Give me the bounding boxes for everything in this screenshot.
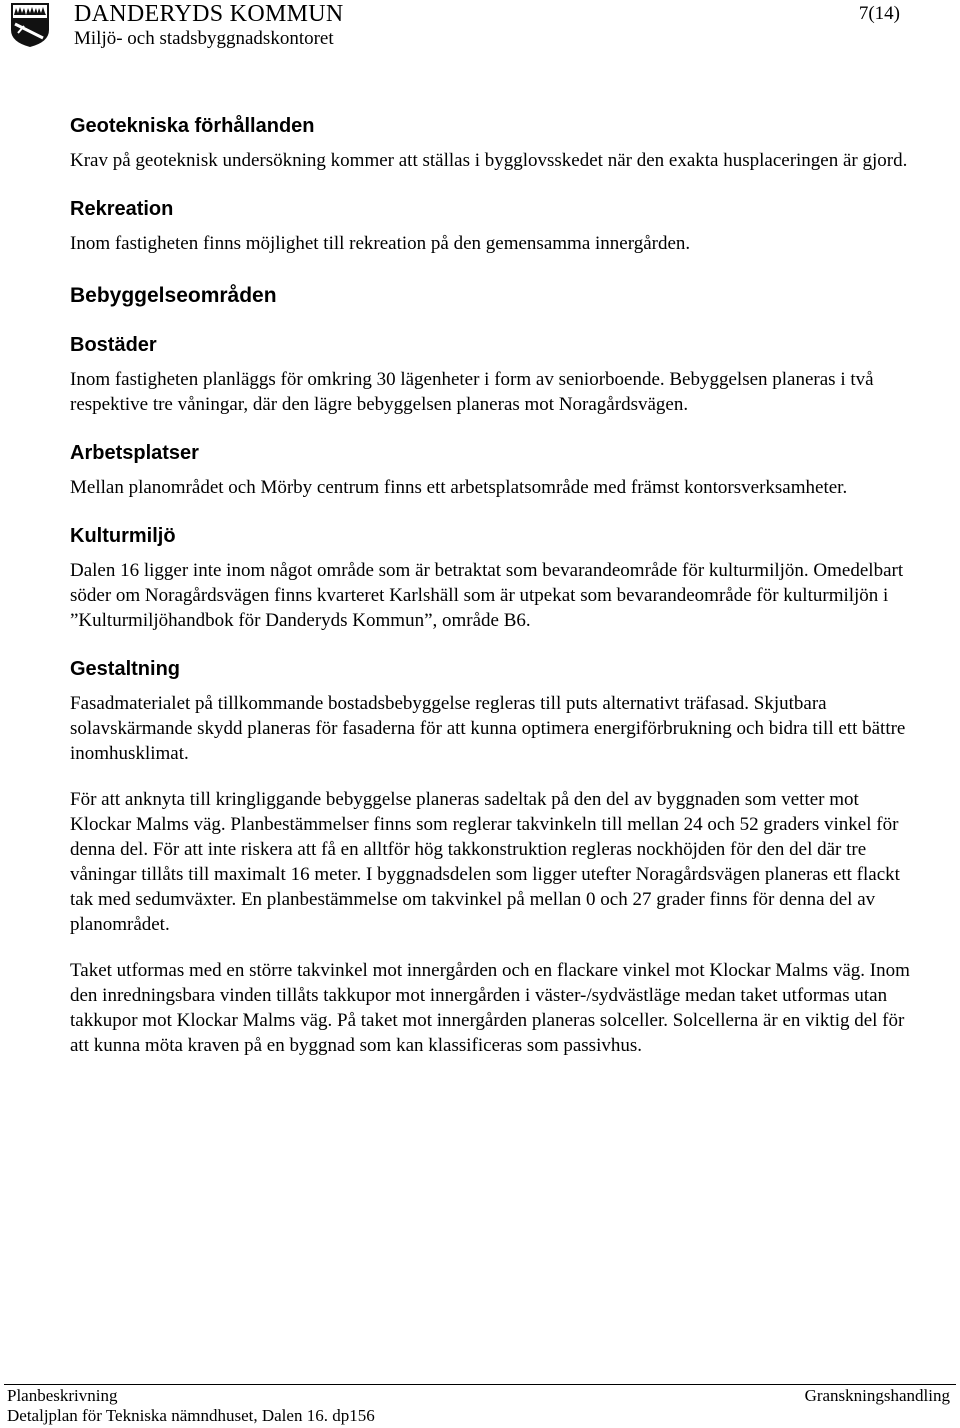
page-number: 7(14) bbox=[858, 3, 900, 24]
section-heading-recreation: Rekreation bbox=[70, 198, 174, 220]
paragraph-geotechnical: Krav på geoteknisk undersökning kommer att ställas i bygglovsskedet när den exakta husplaceringen är gjord. bbox=[70, 150, 908, 171]
paragraph-recreation: Inom fastigheten finns möjlighet till rekreation på den gemensamma innergården. bbox=[70, 233, 691, 254]
section-heading-design: Gestaltning bbox=[70, 658, 181, 680]
paragraph-housing: Inom fastigheten planläggs för omkring 30 lägenheter i form av seniorboende. Bebyggelsen planeras i två respektive tre våningar, där den lägre bebyggelsen planeras mot Noragårdsvägen. bbox=[70, 369, 874, 415]
paragraph-design-roof-angle: Taket utformas med en större takvinkel mot innergården och en flackare vinkel mot Klockar Malms väg. Inom den inredningsbara vinden tillåts takkupor mot innergården i väster-/sydvästläge medan taket utformas utan takkupor mot Klockar Malms väg. På taket mot innergården planeras solceller. Solcellerna är en viktig del för att kunna möta kraven på en byggnad som kan klassificeras som passivhus. bbox=[70, 960, 910, 1056]
section-heading-cultural-environment: Kulturmiljö bbox=[70, 525, 176, 547]
department-name: Miljö- och stadsbyggnadskontoret bbox=[74, 28, 334, 49]
paragraph-cultural-environment: Dalen 16 ligger inte inom något område som är betraktat som bevarandeområde för kulturmiljön. Omedelbart söder om Noragårdsvägen finns kvarteret Karlshäll som är utpekat som bevarandeområde för kulturmiljön i ”Kulturmiljöhandbok för Danderyds Kommun”, område B6. bbox=[70, 560, 904, 631]
footer-divider bbox=[4, 1384, 956, 1385]
section-heading-geotechnical: Geotekniska förhållanden bbox=[70, 115, 315, 137]
organization-name: DANDERYDS KOMMUN bbox=[74, 1, 344, 27]
section-heading-building-areas: Bebyggelseområden bbox=[70, 284, 277, 307]
paragraph-design-facade: Fasadmaterialet på tillkommande bostadsbebyggelse regleras till puts alternativt träfasad. Skjutbara solavskärmande skydd planeras för fasaderna för att kunna optimera energiförbrukning och bidra till ett bättre inomhusklimat. bbox=[70, 693, 906, 764]
section-heading-housing: Bostäder bbox=[70, 334, 157, 356]
paragraph-design-roof: För att anknyta till kringliggande bebyggelse planeras sadeltak på den del av byggnaden som vetter mot Klockar Malms väg. Planbestämmelser finns som reglerar takvinkeln till mellan 24 och 52 graders vinkel för denna del. För att inte riskera att få en alltför hög takkonstruktion regleras nockhöjden för den del där tre våningar tillåts till maximalt 16 meter. I byggnadsdelen som ligger utefter Noragårdsvägen planeras ett flackt tak med sedumväxter. En planbestämmelse om takvinkel på mellan 0 och 27 grader finns för denna del av planområdet. bbox=[70, 789, 900, 935]
municipal-coat-of-arms-icon bbox=[10, 2, 50, 48]
document-body bbox=[70, 112, 910, 1058]
paragraph-workplaces: Mellan planområdet och Mörby centrum finns ett arbetsplatsområde med främst kontorsverksamheter. bbox=[70, 477, 848, 498]
footer-document-type: Planbeskrivning bbox=[7, 1386, 118, 1405]
footer-document-title: Detaljplan för Tekniska nämndhuset, Dalen 16. dp156 bbox=[7, 1406, 375, 1425]
footer-document-status: Granskningshandling bbox=[804, 1386, 950, 1405]
section-heading-workplaces: Arbetsplatser bbox=[70, 442, 199, 464]
